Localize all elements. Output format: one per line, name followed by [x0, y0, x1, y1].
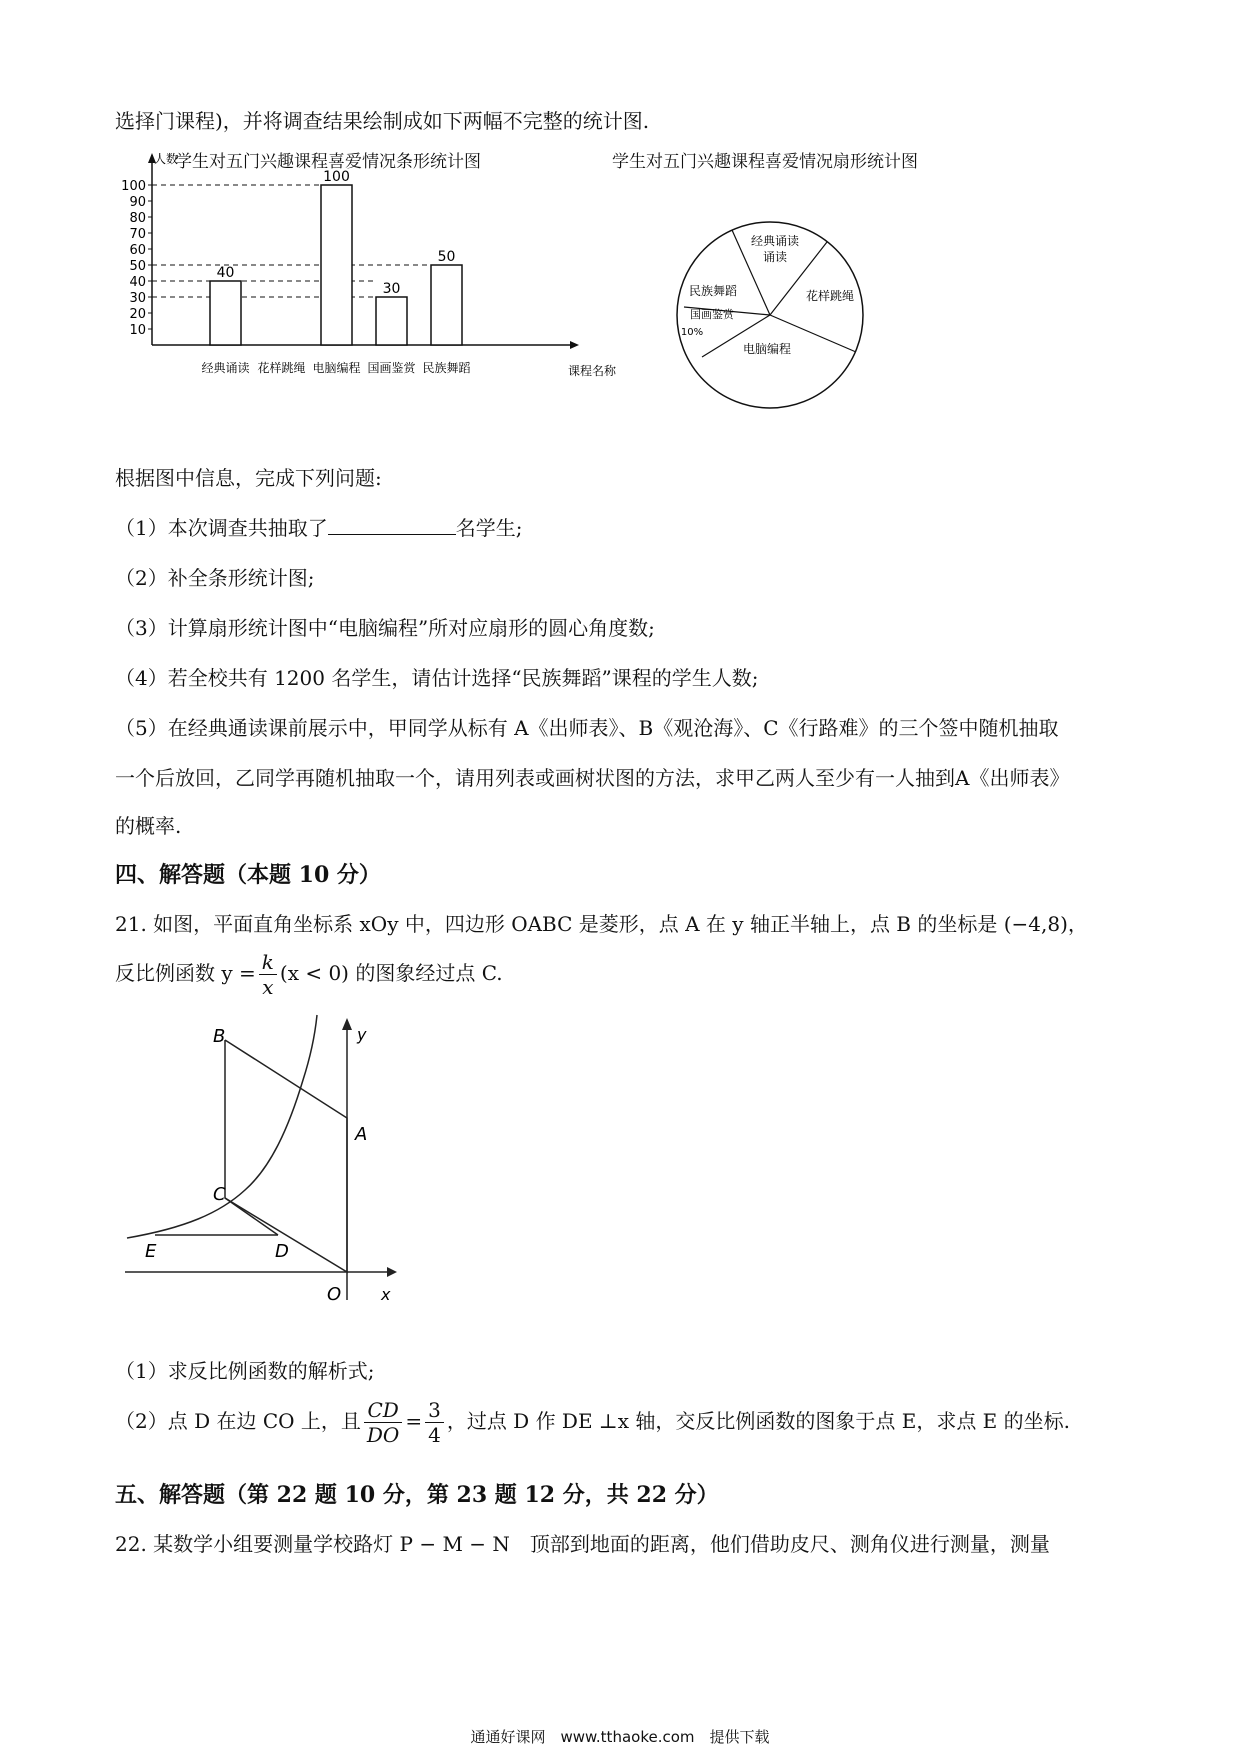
q20-part5-line2: 一个后放回，乙同学再随机抽取一个，请用列表或画树状图的方法，求甲乙两人至少有一人抽到A《出师表》: [115, 766, 1070, 790]
bar: [376, 297, 407, 345]
q21-line2-start: 反比例函数 y =: [115, 961, 256, 985]
q21-sub2-end: ，过点 D 作 DE ⊥x 轴，交反比例函数的图象于点 E，求点 E 的坐标.: [446, 1409, 1071, 1433]
point-label-d: D: [275, 1241, 289, 1262]
y-tick-label: 90: [129, 195, 146, 210]
page-footer: 通通好课网 www.tthaoke.com 提供下载: [470, 1728, 770, 1746]
y-tick-label: 40: [129, 275, 146, 290]
y-tick-label: 60: [129, 243, 146, 258]
q21-sub2: [115, 1398, 1070, 1447]
q20-part1-text-end: 名学生;: [455, 516, 523, 540]
point-label-c: C: [213, 1184, 226, 1205]
y-tick-label: 20: [129, 307, 146, 322]
axis-label-y: y: [357, 1025, 367, 1044]
point-label-a: A: [355, 1124, 368, 1145]
fraction-numerator: k: [259, 950, 277, 975]
x-tick-label: 花样跳绳: [257, 361, 306, 375]
bar: [321, 185, 352, 345]
section-heading-5: 五、解答题（第 22 题 10 分，第 23 题 12 分，共 22 分）: [115, 1482, 719, 1508]
bar-chart-title: 学生对五门兴趣课程喜爱情况条形统计图: [175, 152, 481, 172]
y-tick-label: 100: [121, 179, 146, 194]
pie-slice-label: 民族舞蹈: [688, 284, 738, 298]
bar-chart: [110, 152, 617, 395]
fraction-numerator: CD: [364, 1398, 402, 1423]
q20-part1: [115, 512, 522, 541]
pie-slice-value: 10%: [680, 327, 704, 338]
x-tick-label: 国画鉴赏: [367, 361, 416, 375]
pie-slice-label: 诵读: [762, 250, 788, 264]
q21-line2-end: (x < 0) 的图象经过点 C.: [279, 961, 503, 985]
bar-value-label: 100: [323, 169, 350, 185]
x-axis-label: 课程名称: [568, 364, 617, 378]
point-label-b: B: [213, 1026, 226, 1047]
pie-slice-label: 电脑编程: [742, 342, 792, 356]
q20-part3: （3）计算扇形统计图中“电脑编程”所对应扇形的圆心角度数;: [115, 616, 655, 640]
y-tick-label: 30: [129, 291, 146, 306]
intro-text: 选择门课程)，并将调查结果绘制成如下两幅不完整的统计图.: [115, 109, 650, 133]
y-tick-label: 70: [129, 227, 146, 242]
y-tick-label: 10: [129, 323, 146, 338]
fraction-denominator: DO: [366, 1423, 400, 1447]
fraction-denominator: x: [262, 975, 274, 999]
bar-value-label: 40: [216, 265, 235, 281]
y-tick-label: 50: [129, 259, 146, 274]
q20-part2: （2）补全条形统计图;: [115, 566, 315, 590]
pie-slice-label: 国画鉴赏: [690, 308, 734, 321]
y-axis-label: 人数: [154, 152, 179, 166]
x-tick-label: 电脑编程: [312, 361, 361, 375]
geometry-figure: [125, 1010, 405, 1310]
x-tick-label: 民族舞蹈: [422, 361, 471, 375]
bar-value-label: 30: [382, 281, 401, 297]
pie-chart-title: 学生对五门兴趣课程喜爱情况扇形统计图: [612, 152, 918, 172]
fraction-numerator: 3: [425, 1398, 444, 1423]
x-tick-label: 经典诵读: [201, 361, 250, 375]
x-axis-arrow: [570, 341, 579, 349]
equals-sign: =: [405, 1409, 423, 1433]
axis-label-x: x: [381, 1285, 391, 1304]
fraction-cd-over-do: [364, 1398, 402, 1447]
pie-slice-label: 花样跳绳: [805, 289, 855, 303]
answer-blank[interactable]: [328, 516, 456, 535]
q21-line1: 21. 如图，平面直角坐标系 xOy 中，四边形 OABC 是菱形，点 A 在 y 轴正半轴上，点 B 的坐标是 (−4,8)，: [115, 912, 1088, 936]
fraction-k-over-x: [259, 950, 277, 999]
q21-sub1: （1）求反比例函数的解析式;: [115, 1359, 375, 1383]
point-label-e: E: [145, 1241, 157, 1262]
point-label-o: O: [327, 1284, 342, 1305]
q20-part5-line3: 的概率.: [115, 814, 182, 838]
q21-sub2-start: （2）点 D 在边 CO 上，且: [115, 1409, 361, 1433]
q22-line1: 22. 某数学小组要测量学校路灯 P − M − N 顶部到地面的距离，他们借助皮尺、测角仪进行测量，测量: [115, 1532, 1050, 1556]
bar-value-label: 50: [437, 249, 456, 265]
q20-part1-text: （1）本次调查共抽取了: [115, 516, 328, 540]
section-heading-4: 四、解答题（本题 10 分）: [115, 862, 381, 888]
y-tick-label: 80: [129, 211, 146, 226]
bar: [431, 265, 462, 345]
q20-part4: （4）若全校共有 1200 名学生，请估计选择“民族舞蹈”课程的学生人数;: [115, 666, 759, 690]
pie-slice-label: 经典诵读: [750, 234, 800, 248]
q21-line2: [115, 950, 503, 999]
pie-chart: [670, 215, 870, 415]
q20-part5-line1: （5）在经典通读课前展示中，甲同学从标有 A《出师表》、B《观沧海》、C《行路难》的三个签中随机抽取: [115, 716, 1059, 740]
fraction-three-quarters: [425, 1398, 444, 1447]
fraction-denominator: 4: [428, 1423, 441, 1447]
q20-lead: 根据图中信息，完成下列问题:: [115, 466, 382, 490]
bar: [210, 281, 241, 345]
